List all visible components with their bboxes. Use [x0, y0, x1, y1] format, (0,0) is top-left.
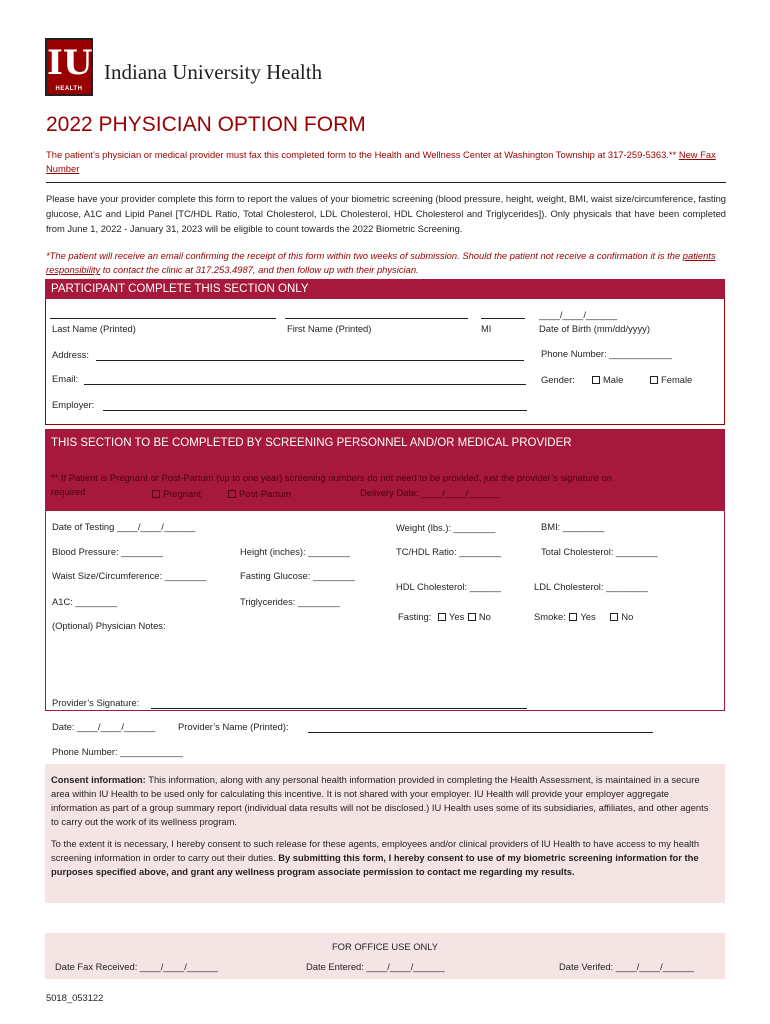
fasting-row [398, 611, 491, 622]
provider-name-field[interactable] [308, 732, 653, 733]
provider-name-label: Provider’s Name (Printed): [178, 721, 289, 732]
dob-label: Date of Birth (mm/dd/yyyy) [539, 323, 650, 334]
address-label: Address: [52, 349, 89, 360]
delivery-date-field[interactable]: Delivery Date: ____/____/______ [360, 487, 500, 498]
pregnant-label: Pregnant [163, 488, 202, 499]
dob-field[interactable]: ____/____/______ [539, 309, 618, 320]
fax-instructions-text: The patient’s physician or medical provider must fax this completed form to the Health and Wellness Center at Washington Township at 317-259-5363.** [46, 149, 679, 160]
consent-label: Consent information: [51, 774, 146, 785]
fasting-no-option[interactable] [468, 611, 491, 622]
iu-health-logo [45, 38, 93, 96]
checkbox-icon[interactable] [152, 490, 160, 498]
checkbox-icon[interactable] [438, 613, 446, 621]
confirmation-note [46, 249, 736, 277]
tc-hdl-ratio-field[interactable]: TC/HDL Ratio: ________ [396, 546, 501, 557]
pregnancy-note-line1: ** If Patient is Pregnant or Post-Partum (up to one year) screening numbers do not need to be provided, just the provider’s signature on [51, 472, 612, 483]
checkbox-icon[interactable] [569, 613, 577, 621]
physician-notes-area[interactable] [52, 635, 712, 690]
smoke-no-label: No [621, 611, 634, 622]
pregnancy-note [51, 471, 716, 499]
form-instructions: Please have your provider complete this form to report the values of your biometric screening (blood pressure, height, weight, BMI, waist size/circumference, fasting glucose, A1C and Lipid Panel [TC/HDL Ratio, Total Cholesterol, LDL Cholesterol, HDL Cholesterol and Triglycerides]). Only physicals that have been completed from June 1, 2022 - January 31, 2023 will be eligible to count towards the 2022 Biometric Screening. [46, 193, 726, 234]
last-name-field[interactable] [50, 318, 276, 319]
gender-female-option[interactable] [650, 374, 692, 385]
provider-signature-field[interactable] [151, 708, 527, 709]
office-use-title: FOR OFFICE USE ONLY [331, 941, 439, 952]
smoke-label: Smoke: [534, 611, 566, 622]
gender-male-option[interactable] [592, 374, 623, 385]
physician-notes-label: (Optional) Physician Notes: [52, 620, 166, 631]
fasting-yes-label: Yes [448, 611, 465, 622]
consent-paragraph-1 [51, 773, 711, 829]
form-title: 2022 PHYSICIAN OPTION FORM [46, 113, 366, 136]
date-entered-field[interactable]: Date Entered: ____/____/______ [306, 961, 445, 972]
note-part-a: *The patient will receive an email confirming the receipt of this form within two weeks of submission. Should the patient not receive a confirmation it is the [46, 250, 683, 261]
consent-text-2b: By submitting this form, I hereby consent to use of my biometric screening information for the purposes specified above, and grant any wellness program associate permission to contact me regarding my results. [51, 852, 699, 877]
consent-text-2a: To the extent it is necessary, I hereby consent to such release for these agents, employees and/or clinical providers of IU Health to have access to my health screening information in order to carry out their duties. [51, 838, 700, 863]
height-field[interactable]: Height (inches): ________ [240, 546, 350, 557]
postpartum-option[interactable] [228, 487, 291, 501]
consent-text-1: This information, along with any personal health information provided in completing the Health Assessment, is maintained in a secure area within IU Health to be used only for calculating this incentive. It is not shared with your employer. IU Health will provide your employer aggregate information as part of a group summary report (individual data results will not be disclosed.) IU Health uses some of its subsidiaries, affiliates, and other agents to carry out the work of its wellness program. [51, 774, 709, 827]
bmi-field[interactable]: BMI: ________ [541, 521, 605, 532]
female-label: Female [661, 374, 693, 385]
provider-date-field[interactable]: Date: ____/____/______ [52, 721, 156, 732]
last-name-label: Last Name (Printed) [52, 323, 136, 334]
logo-mark: IU [47, 43, 93, 83]
date-fax-received-field[interactable]: Date Fax Received: ____/____/______ [55, 961, 219, 972]
first-name-field[interactable] [285, 318, 468, 319]
screening-section-title: THIS SECTION TO BE COMPLETED BY SCREENING PERSONNEL AND/OR MEDICAL PROVIDER [51, 437, 572, 449]
date-verified-field[interactable]: Date Verifed: ____/____/______ [559, 961, 695, 972]
gender-label: Gender: [541, 374, 575, 385]
a1c-field[interactable]: A1C: ________ [52, 596, 118, 607]
note-part-b: patients responsibility [46, 250, 716, 275]
pregnancy-note-line2: required [51, 486, 86, 497]
weight-field[interactable]: Weight (lbs.): ________ [396, 522, 496, 533]
provider-signature-label: Provider’s Signature: [52, 697, 140, 708]
fasting-yes-option[interactable] [438, 611, 464, 622]
new-fax-link[interactable]: New Fax Number [46, 149, 716, 174]
employer-label: Employer: [52, 399, 95, 410]
checkbox-icon[interactable] [650, 376, 658, 384]
consent-paragraph-2 [51, 837, 711, 879]
checkbox-icon[interactable] [228, 490, 236, 498]
pregnant-option[interactable] [152, 487, 201, 501]
smoke-yes-label: Yes [580, 611, 596, 622]
employer-field[interactable] [103, 410, 527, 411]
office-use-box [45, 933, 725, 979]
hdl-cholesterol-field[interactable]: HDL Cholesterol: ______ [396, 581, 501, 592]
fasting-label: Fasting: [398, 611, 432, 622]
first-name-label: First Name (Printed) [287, 323, 372, 334]
divider [46, 182, 726, 183]
note-part-c: to contact the clinic at 317.253.4987, and then follow up with their physician. [100, 264, 419, 275]
fasting-glucose-field[interactable]: Fasting Glucose: ________ [240, 570, 355, 581]
fasting-no-label: No [478, 611, 491, 622]
ldl-cholesterol-field[interactable]: LDL Cholesterol: ________ [534, 581, 648, 592]
provider-phone-field[interactable]: Phone Number: ____________ [52, 746, 183, 757]
triglycerides-field[interactable]: Triglycerides: ________ [240, 596, 340, 607]
total-cholesterol-field[interactable]: Total Cholesterol: ________ [541, 546, 658, 557]
smoke-yes-option[interactable] [569, 611, 595, 622]
email-label: Email: [52, 373, 79, 384]
brand-name: Indiana University Health [104, 60, 323, 84]
pregnancy-options [51, 485, 716, 499]
blood-pressure-field[interactable]: Blood Pressure: ________ [52, 546, 164, 557]
smoke-no-option[interactable] [610, 611, 633, 622]
form-id: 5018_053122 [46, 992, 104, 1003]
checkbox-icon[interactable] [592, 376, 600, 384]
date-of-testing-field[interactable]: Date of Testing ____/____/______ [52, 521, 196, 532]
participant-section-header: PARTICIPANT COMPLETE THIS SECTION ONLY [45, 279, 725, 299]
postpartum-label: Post-Partum [239, 488, 292, 499]
address-field[interactable] [96, 360, 524, 361]
smoke-row [534, 611, 633, 622]
screening-section-header [45, 429, 725, 511]
checkbox-icon[interactable] [468, 613, 476, 621]
fax-instructions [46, 148, 726, 176]
mi-field[interactable] [481, 318, 525, 319]
checkbox-icon[interactable] [610, 613, 618, 621]
consent-box [45, 764, 725, 903]
logo-subtext: HEALTH [55, 86, 83, 92]
phone-field[interactable]: Phone Number: ____________ [541, 348, 672, 359]
mi-label: MI [481, 323, 492, 334]
waist-field[interactable]: Waist Size/Circumference: ________ [52, 570, 207, 581]
email-field[interactable] [84, 384, 526, 385]
male-label: Male [603, 374, 624, 385]
